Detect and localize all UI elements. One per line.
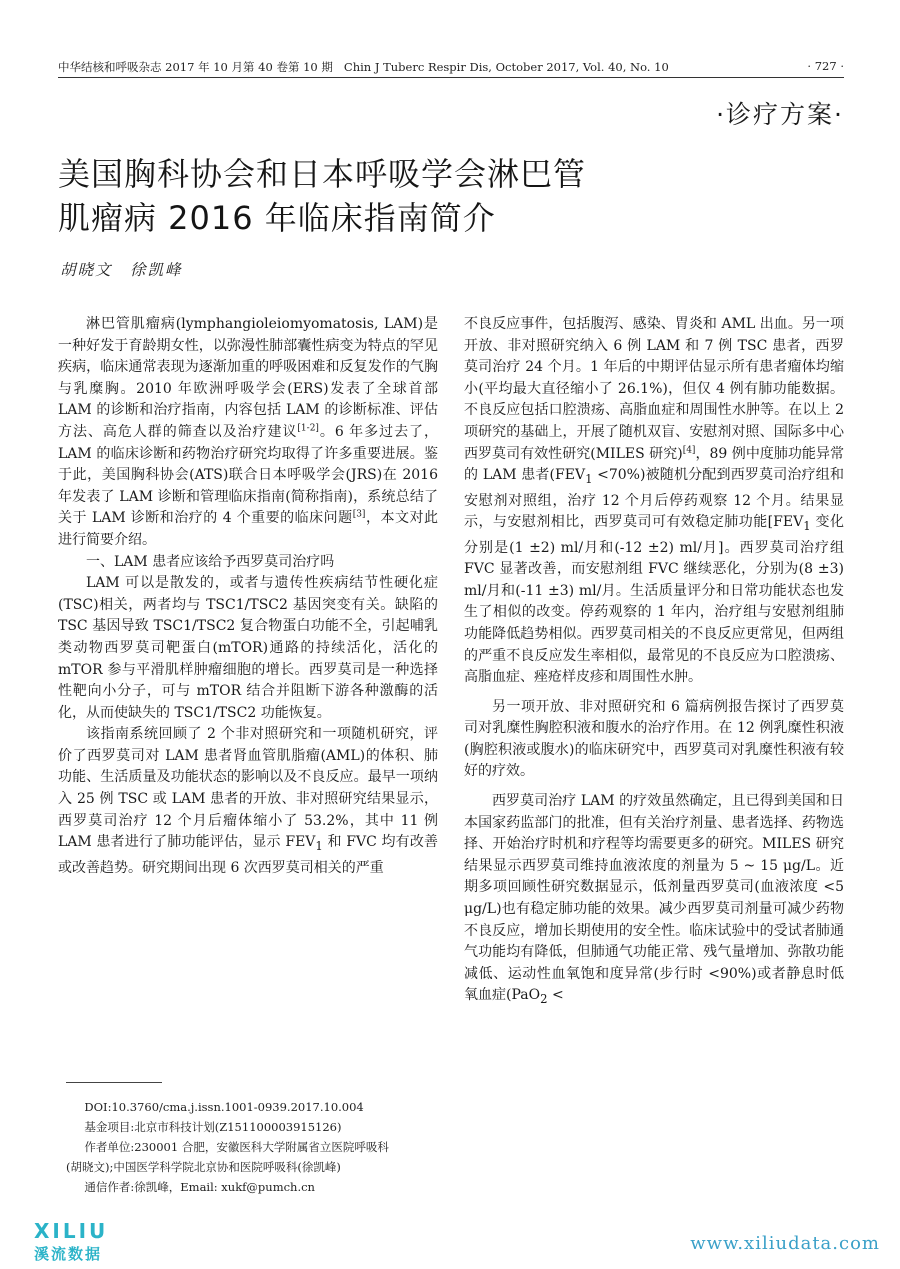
fund: 基金项目:北京市科技计划(Z151100003915126) — [84, 1120, 342, 1134]
text-run: 淋巴管肌瘤病(lymphangioleiomyomatosis, LAM)是一种好发于育龄期女性，以弥漫性肺部囊性病变为特点的罕见疾病，临床通常表现为逐渐加重的呼吸困难和反复发作的气胸与乳糜胸。2010 年欧洲呼吸学会(ERS)发表了全球首部 LAM 的诊断和治疗指南，内容包括 LAM 的诊断标准、评估方法、高危人群的筛查以及治疗建议 — [58, 316, 438, 440]
text-run: 西罗莫司治疗 LAM 的疗效虽然确定，且已得到美国和日本国家药监部门的批准，但有关治疗剂量、患者选择、药物选择、开始治疗时机和疗程等均需要更多的研究。MILES 研究结果显示西罗莫司维持血液浓度的剂量为 5 ~ 15 μg/L。近期多项回顾性研究数据显示，低剂量西罗莫司(血液浓度 <5 μg/L)也有稳定肺功能的效果。减少西罗莫司剂量可减少药物不良反应，增加长期使用的安全性。临床试验中的受试者肺通气功能均有降低，但肺通气功能正常、残气量增加、弥散功能减低、运动性血氧饱和度异常(步行时 <90%)或者静息时低氧血症(PaO — [464, 793, 844, 1004]
journal-en: Chin J Tuberc Respir Dis, October 2017, Vol. 40, No. 10 — [343, 60, 669, 74]
left-column — [58, 314, 438, 1064]
authors: 胡晓文 徐凯峰 — [60, 261, 183, 279]
text-run: <70%)被随机分配到西罗莫司治疗组和安慰剂对照组，治疗 12 个月后停药观察 12 个月。结果显示，与安慰剂相比，西罗莫司可有效稳定肺功能[FEV — [464, 467, 844, 531]
affiliation: 作者单位:230001 合肥，安徽医科大学附属省立医院呼吸科 — [84, 1140, 389, 1154]
paragraph-miles — [464, 314, 844, 689]
paragraph-intro — [58, 314, 438, 552]
text-run: 和 FVC 均有改善或改善趋势。研究期间出现 6 次西罗莫司相关的严重 — [58, 834, 439, 876]
header-rule — [58, 77, 844, 78]
article-title — [58, 152, 698, 240]
text-run: 。6 年多过去了，LAM 的临床诊断和药物治疗研究均取得了许多重要进展。鉴于此，美国胸科协会(ATS)联合日本呼吸学会(JRS)在 2016 年发表了 LAM 诊断和管理临床指南(简称指南)，系统总结了关于 LAM 诊断和治疗的 4 个重要的临床问题 — [58, 423, 439, 527]
text-run: 变化分别是(1 ±2) ml/月和(-12 ±2) ml/月]。西罗莫司治疗组 FVC 显著改善，而安慰剂组 FVC 继续恶化，分别为(8 ±3) ml/月和(-11 ±3) ml/月。生活质量评分和日常功能状态也发生了相似的改变。停药观察的 1 年内，治疗组与安慰剂组肺功能降低趋势相似。西罗莫司相关的不良反应更常见，但两组的严重不良反应发生率相似，最常见的不良反应为口腔溃疡、高脂血症、痤疮样皮疹和周围性水肿。 — [464, 514, 844, 686]
corresponding-author: 通信作者:徐凯峰，Email: xukf@pumch.cn — [84, 1180, 315, 1194]
footnotes — [66, 1097, 438, 1197]
column-label: ·诊疗方案· — [716, 100, 844, 129]
text-run: 该指南系统回顾了 2 个非对照研究和一项随机研究，评价了西罗莫司对 LAM 患者肾血管肌脂瘤(AML)的体积、肺功能、生活质量及功能状态的影响以及不良反应。最早一项纳入 25 例 TSC 或 LAM 患者的开放、非对照研究结果显示，西罗莫司治疗 12 个月后瘤体缩小了 53.2%，其中 11 例 LAM 患者进行了肺功能评估，显示 FEV — [58, 726, 438, 851]
running-header — [58, 59, 844, 77]
journal-cn: 中华结核和呼吸杂志 2017 年 10 月第 40 卷第 10 期 — [58, 60, 333, 74]
title-line-2: 肌瘤病 2016 年临床指南简介 — [58, 199, 496, 237]
right-column — [464, 314, 844, 1214]
citation-ref: [1-2] — [297, 423, 319, 434]
subscript: 1 — [803, 518, 811, 533]
subscript: 1 — [315, 839, 323, 854]
footnote-rule — [66, 1082, 162, 1083]
section-heading-1: 一、LAM 患者应该给予西罗莫司治疗吗 — [86, 553, 335, 570]
text-run: ，89 例中度肺功能异常的 LAM 患者(FEV — [464, 445, 844, 484]
watermark-logo — [30, 1219, 130, 1265]
subscript: 1 — [585, 471, 593, 486]
journal-citation — [58, 59, 669, 75]
paragraph-dosing — [464, 791, 844, 1011]
watermark-url: www.xiliudata.com — [690, 1233, 880, 1254]
paragraph-chylous: 另一项开放、非对照研究和 6 篇病例报告探讨了西罗莫司对乳糜性胸腔积液和腹水的治疗作用。在 12 例乳糜性积液(胸腔积液或腹水)的临床研究中，西罗莫司对乳糜性积液有较好的疗效。 — [464, 698, 844, 780]
paragraph-mechanism: LAM 可以是散发的，或者与遗传性疾病结节性硬化症(TSC)相关，两者均与 TSC1/TSC2 基因突变有关。缺陷的 TSC 基因导致 TSC1/TSC2 复合物蛋白功能不全，引起哺乳类动物西罗莫司靶蛋白(mTOR)通路的持续活化，活化的 mTOR 参与平滑肌样肿瘤细胞的增长。西罗莫司是一种选择性靶向小分子，可与 mTOR 结合并阻断下游各种激酶的活化，从而使缺失的 TSC1/TSC2 功能恢复。 — [58, 575, 438, 721]
text-run: 不良反应事件，包括腹泻、感染、胃炎和 AML 出血。另一项开放、非对照研究纳入 6 例 LAM 和 7 例 TSC 患者，西罗莫司治疗 24 个月。1 年后的中期评估显示所有患者瘤体均缩小(平均最大直径缩小了 26.1%)，但仅 4 例有肺功能数据。不良反应包括口腔溃疡、高脂血症和周围性水肿等。在以上 2 项研究的基础上，开展了随机双盲、安慰剂对照、国际多中心西罗莫司有效性研究(MILES 研究) — [464, 316, 844, 462]
affiliation-cont: (胡晓文);中国医学科学院北京协和医院呼吸科(徐凯峰) — [66, 1160, 341, 1174]
subscript: 2 — [540, 992, 548, 1007]
logo-wordmark: XILIU — [34, 1219, 109, 1243]
page-number: · 727 · — [807, 59, 844, 73]
doi: DOI:10.3760/cma.j.issn.1001-0939.2017.10.004 — [84, 1100, 364, 1114]
citation-ref: [3] — [352, 509, 366, 520]
text-run: < — [547, 987, 564, 1004]
citation-ref: [4] — [682, 444, 696, 455]
text-run: ，本文对此进行简要介绍。 — [58, 510, 438, 548]
title-line-1: 美国胸科协会和日本呼吸学会淋巴管 — [58, 155, 587, 193]
paragraph-evidence — [58, 724, 438, 879]
logo-subtitle: 溪流数据 — [34, 1245, 103, 1263]
